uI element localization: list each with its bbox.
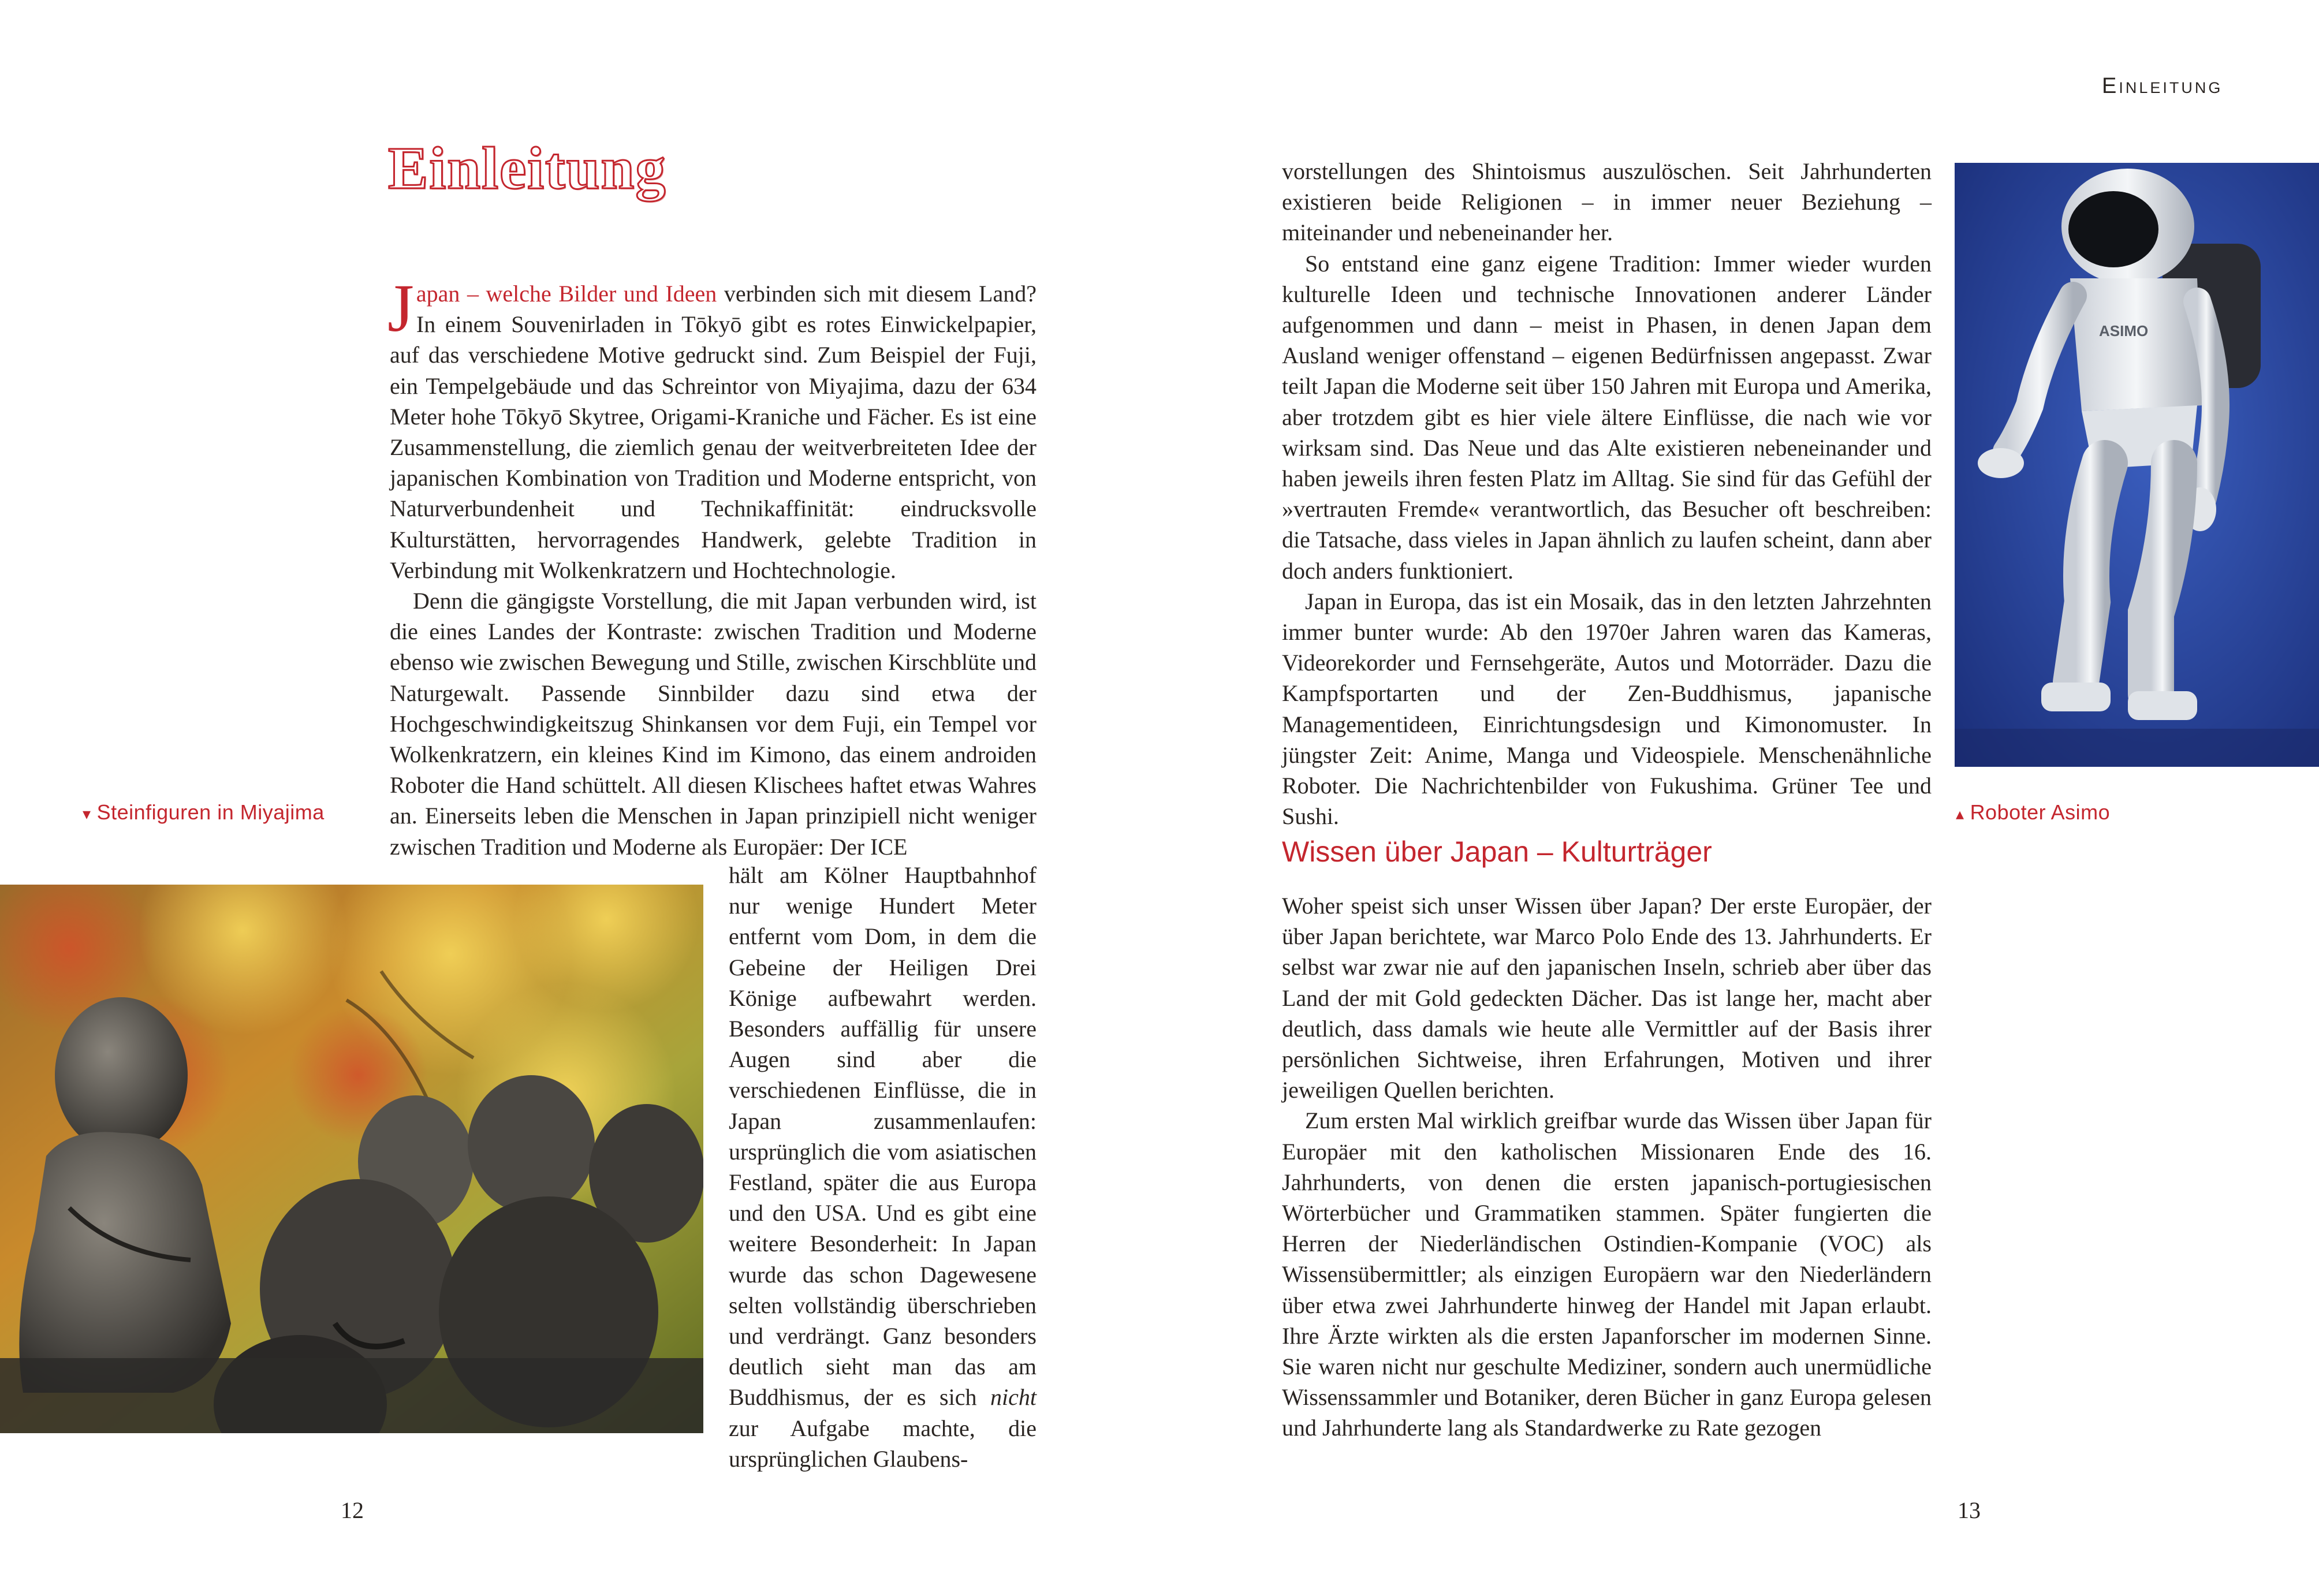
paragraph-missionaries: Zum ersten Mal wirklich greifbar wurde das Wissen über Japan für Europäer mit den katholischen Missionaren Ende des 16. Jahrhunderts, von denen die ersten japanisch-portugiesischen Wörterbücher und Grammatiken stammen. Später fungierten die Herren der Niederländischen Ostindien-Kompanie (VOC) als Wissensübermittler; als einzigen Europäern war den Niederländern über etwa zwei Jahrhunderte hinweg der Handel mit Japan erlaubt. Ihre Ärzte wirkten als die ersten Japanforscher im modernen Sinne. Sie waren nicht nur geschulte Mediziner, sondern auch unermüdliche Wissenssammler und Botaniker, deren Bücher in ganz Europa gelesen und Jahrhunderte lang als Standardwerke zu Rate gezogen: [1282, 1107, 1932, 1441]
caption-arrow-up-icon: ▴: [1956, 805, 1964, 823]
lead-highlight: apan – welche Bilder und Ideen: [416, 281, 717, 307]
paragraph-mosaic: Japan in Europa, das ist ein Mosaik, das in den letzten Jahrzehnten immer bunter wurde: Ab den 1970er Jahren waren das Kameras, Videorekorder und Fernsehgeräte, Autos und Motorräder. Dazu die Kampfsportarten und der Zen-Buddhismus, japanische Managementideen, Einrichtungsdesign und Kimonomuster. In jüngster Zeit: Anime, Manga und Videospiele. Menschenähnliche Roboter. Die Nachrichtenbilder von Fukushima. Grüner Tee und Sushi.: [1282, 588, 1932, 830]
stone-figures-photo: [0, 885, 703, 1433]
asimo-robot-photo: [1955, 163, 2319, 767]
caption-robot-asimo: [1956, 800, 2110, 825]
photo-right-label: ASIMO: [2099, 322, 2149, 340]
caption-left-text: Steinfiguren in Miyajima: [96, 800, 325, 824]
right-column-text-bottom: [1282, 890, 1932, 1444]
left-column-text: [387, 270, 1037, 862]
chapter-title: Einleitung: [388, 135, 667, 202]
caption-stone-figures: [83, 800, 325, 825]
section-heading: Wissen über Japan – Kulturträger: [1282, 836, 1712, 868]
running-head: Einleitung: [2102, 74, 2223, 98]
page-number-right: 13: [1958, 1497, 1981, 1523]
right-column-text-top: [1282, 156, 1932, 831]
narrow-text: hält am Kölner Hauptbahnhof nur wenige Hundert Meter entfernt vom Dom, in dem die Gebeine der Heiligen Drei Könige aufbewahrt werden. Besonders auffällig für unsere Augen sind aber die verschiedenen Einflüsse, die in Japan zusammenlaufen: ursprünglich die vom asiatischen Festland, später die aus Europa und den USA. Und es gibt eine weitere Besonderheit: In Japan wurde das schon Dagewesene selten vollständig überschrieben und verdrängt. Ganz besonders deutlich sieht man das am Buddhismus, der es sich: [729, 862, 1037, 1411]
emphasis-nicht: nicht: [990, 1384, 1037, 1411]
intro-rest: verbinden sich mit diesem Land? In einem Souvenirladen in Tōkyō gibt es rotes Einwickelpapier, auf das verschiedene Motive gedruckt sind. Zum Beispiel der Fuji, ein Tempelgebäude und das Schreintor von Miyajima, dazu der 634 Meter hohe Tōkyō Skytree, Origami-Kraniche und Fächer. Es ist eine Zusammenstellung, die ziemlich genau der weitverbreiteten Idee der japanischen Kombination von Tradition und Moderne entspricht, von Naturverbundenheit und Technikaffinität: eindrucksvolle Kulturstätten, hervorragendes Handwerk, gelebte Tradition in Verbindung mit Wolkenkratzern und Hochtechnologie.: [390, 281, 1037, 583]
paragraph-shinto: vorstellungen des Shintoismus auszulöschen. Seit Jahrhunderten existieren beide Religionen – in immer neuer Beziehung – miteinander und nebeneinander her.: [1282, 158, 1932, 246]
paragraph-tradition: So entstand eine ganz eigene Tradition: Immer wieder wurden kulturelle Ideen und technische Innovationen anderer Länder aufgenommen und dann – meist in Phasen, in denen Japan dem Ausland weniger offenstand – eigenen Bedürfnissen angepasst. Zwar teilt Japan die Moderne seit über 150 Jahren mit Europa und Amerika, aber trotzdem gibt es hier viele ältere Einflüsse, die nach wie vor wirksam sind. Das Neue und das Alte existieren nebeneinander und haben jeweils ihren festen Platz im Alltag. Sie sind für das Gefühl der »vertrauten Fremde« verantwortlich, das Besucher oft beschreiben: die Tatsache, dass vieles in Japan ähnlich zu laufen scheint, dann aber doch anders funktioniert.: [1282, 250, 1932, 584]
caption-arrow-down-icon: ▾: [83, 805, 91, 823]
drop-cap: J: [387, 270, 414, 346]
paragraph-contrasts: Denn die gängigste Vorstellung, die mit Japan verbunden wird, ist die eines Landes der Kontraste: zwischen Tradition und Moderne ebenso wie zwischen Bewegung und Stille, zwischen Kirschblüte und Naturgewalt. Passende Sinnbilder dazu sind etwa der Hochgeschwindigkeitszug Shinkansen vor dem Fuji, ein Tempel vor Wolkenkratzern, ein kleines Kind im Kimono, das einem androiden Roboter die Hand schüttelt. All diesen Klischees haftet etwas Wahres an. Einerseits leben die Menschen in Japan prinzipiell nicht weniger zwischen Tradition und Moderne als Europäer: Der ICE: [390, 588, 1037, 860]
caption-right-text: Roboter Asimo: [1970, 800, 2111, 824]
intro-paragraph: [387, 270, 1037, 586]
page-number-left: 12: [341, 1497, 364, 1523]
paragraph-marco-polo: Woher speist sich unser Wissen über Japan? Der erste Europäer, der über Japan berichtete, war Marco Polo Ende des 13. Jahrhunderts. Er selbst war zwar nie auf den japanischen Inseln, schrieb aber über das Land der mit Gold gedeckten Dächer. Das ist lange her, macht aber deutlich, dass damals wie heute alle Vermittler auf der Basis ihrer persönlichen Sichtweise, ihren Erfahrungen, Motiven und ihrer jeweiligen Quellen berichten.: [1282, 893, 1932, 1103]
paragraph-narrow: [729, 860, 1037, 1474]
left-narrow-column-text: [729, 860, 1037, 1474]
narrow-end: zur Aufgabe machte, die ursprünglichen Glaubens-: [729, 1415, 1037, 1472]
